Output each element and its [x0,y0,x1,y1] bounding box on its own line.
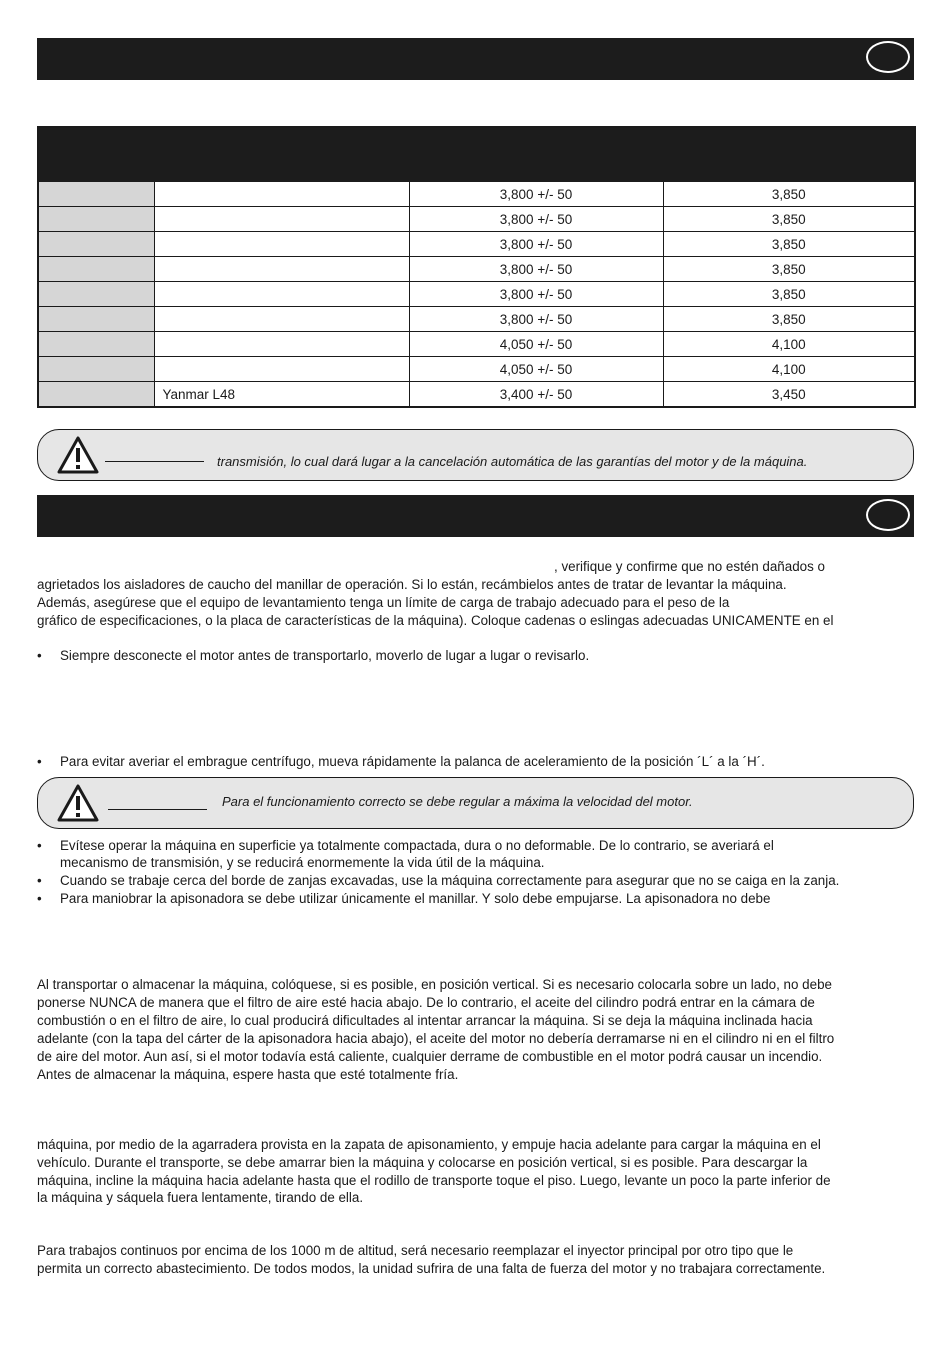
list-item-text: mecanismo de transmisión, y se reducirá enormemente la vida útil de la máquina. [60,855,545,870]
lifting-text: gráfico de especificaciones, o la placa de características de la máquina). Coloque cadenas o eslingas adecuadas UNICAMENTE en el [37,613,834,628]
storage-text: de aire del motor. Aun así, si el motor todavía está caliente, cualquier derrame de combustible en el motor podrá causar un incendio. [37,1049,823,1064]
list-item-text: Para maniobrar la apisonadora se debe utilizar únicamente el manillar. Y solo debe empujarse. La apisonadora no debe [60,891,771,906]
loading-text: máquina, incline la máquina hacia adelante hasta que el rodillo de transporte toque el piso. Luego, levante un poco la parte inferior de [37,1173,831,1188]
model-cell [38,257,154,282]
warning-text: transmisión, lo cual dará lugar a la cancelación automática de las garantías del motor y de la máquina. [217,454,808,469]
engine-cell [154,307,409,332]
loading-text: máquina, por medio de la agarradera provista en la zapata de apisonamiento, y empuje hacia adelante para cargar la máquina en el [37,1137,821,1152]
bullet-dot: • [37,873,42,888]
section-header-bar [37,38,914,80]
rpm-max-cell: 4,100 [663,357,915,382]
table-row [38,382,915,408]
list-item-text: Siempre desconecte el motor antes de transportarlo, moverlo de lugar a lugar o revisarlo. [60,648,590,663]
list-item-text: Evítese operar la máquina en superficie ya totalmente compactada, dura o no deformable. De lo contrario, se averiará el [60,838,774,853]
storage-text: ponerse NUNCA de manera que el filtro de aire esté hacia abajo. De lo contrario, el aceite del cilindro podrá entrar en la cámara de [37,995,815,1010]
section-badge-circle [866,41,910,73]
rpm-max-cell: 3,850 [663,232,915,257]
engine-cell [154,182,409,207]
rpm-max-cell: 3,850 [663,182,915,207]
table-header-cell [154,127,409,182]
section-badge-circle [866,499,910,531]
rpm-range-cell: 4,050 +/- 50 [409,357,663,382]
engine-speed-table [37,126,916,408]
model-cell [38,382,154,408]
rpm-range-cell: 3,800 +/- 50 [409,232,663,257]
lifting-text: Además, asegúrese que el equipo de levantamiento tenga un límite de carga de trabajo adecuado para el peso de la [37,595,730,610]
table-row [38,357,915,382]
storage-text: combustión o en el filtro de aire, lo cual producirá dificultades al intentar arrancar la máquina. Si se deja la máquina inclinada hacia [37,1013,813,1028]
rpm-max-cell: 3,850 [663,207,915,232]
altitude-text: permita un correcto abastecimiento. De todos modos, la unidad sufrira de una falta de fuerza del motor y no trabajara correctamente. [37,1261,826,1276]
table-row [38,332,915,357]
table-row [38,182,915,207]
engine-cell [154,357,409,382]
engine-cell [154,207,409,232]
warning-box [37,429,914,481]
warning-rule [108,809,207,810]
engine-cell [154,282,409,307]
table-row [38,232,915,257]
loading-text: la máquina y sáquela fuera lentamente, tirando de ella. [37,1190,364,1205]
engine-cell [154,232,409,257]
warning-box [37,777,914,829]
storage-text: Al transportar o almacenar la máquina, colóquese, si es posible, en posición vertical. Si es necesario colocarla sobre un lado, no debe [37,977,832,992]
model-cell [38,357,154,382]
rpm-max-cell: 3,850 [663,282,915,307]
model-cell [38,232,154,257]
model-cell [38,282,154,307]
model-cell [38,307,154,332]
rpm-range-cell: 3,800 +/- 50 [409,257,663,282]
rpm-max-cell: 3,450 [663,382,915,408]
table-header-row [38,127,915,155]
lifting-text: , verifique y confirme que no estén dañados o [554,559,825,574]
rpm-range-cell: 3,800 +/- 50 [409,182,663,207]
bullet-dot: • [37,838,42,853]
rpm-range-cell: 3,800 +/- 50 [409,307,663,332]
table-row [38,282,915,307]
storage-text: adelante (con la tapa del cárter de la apisonadora hacia abajo), el aceite del motor no debería derramarse ni en el cilindro ni en el filtro [37,1031,835,1046]
table-header-cell [409,155,663,182]
loading-text: vehículo. Durante el transporte, se debe amarrar bien la máquina y colocarse en posición vertical, si es posible. Para descargar la [37,1155,808,1170]
warning-text: Para el funcionamiento correcto se debe regular a máxima la velocidad del motor. [222,794,693,809]
table-row [38,257,915,282]
table-row [38,207,915,232]
section-header-bar [37,495,914,537]
model-cell [38,182,154,207]
warning-icon [56,435,100,475]
rpm-range-cell: 3,800 +/- 50 [409,207,663,232]
model-cell [38,207,154,232]
rpm-range-cell: 3,400 +/- 50 [409,382,663,408]
altitude-text: Para trabajos continuos por encima de los 1000 m de altitud, será necesario reemplazar el inyector principal por otro tipo que le [37,1243,794,1258]
table-header-cell [38,127,154,182]
warning-rule [105,461,204,462]
lifting-text: agrietados los aisladores de caucho del manillar de operación. Si lo están, recámbielos antes de tratar de levantar la máquina. [37,577,787,592]
list-item-text: Para evitar averiar el embrague centrífugo, mueva rápidamente la palanca de aceleramiento de la posición ´L´ a la ´H´. [60,754,765,769]
engine-cell: Yanmar L48 [154,382,409,408]
rpm-max-cell: 3,850 [663,307,915,332]
model-cell [38,332,154,357]
table-header-cell [409,127,915,155]
engine-cell [154,332,409,357]
warning-icon [56,783,100,823]
storage-text: Antes de almacenar la máquina, espere hasta que esté totalmente fría. [37,1067,459,1082]
bullet-dot: • [37,754,42,769]
rpm-max-cell: 4,100 [663,332,915,357]
engine-cell [154,257,409,282]
table-row [38,307,915,332]
list-item-text: Cuando se trabaje cerca del borde de zanjas excavadas, use la máquina correctamente para asegurar que no se caiga en la zanja. [60,873,840,888]
rpm-range-cell: 4,050 +/- 50 [409,332,663,357]
rpm-range-cell: 3,800 +/- 50 [409,282,663,307]
table-header-cell [663,155,915,182]
bullet-dot: • [37,891,42,906]
bullet-dot: • [37,648,42,663]
rpm-max-cell: 3,850 [663,257,915,282]
